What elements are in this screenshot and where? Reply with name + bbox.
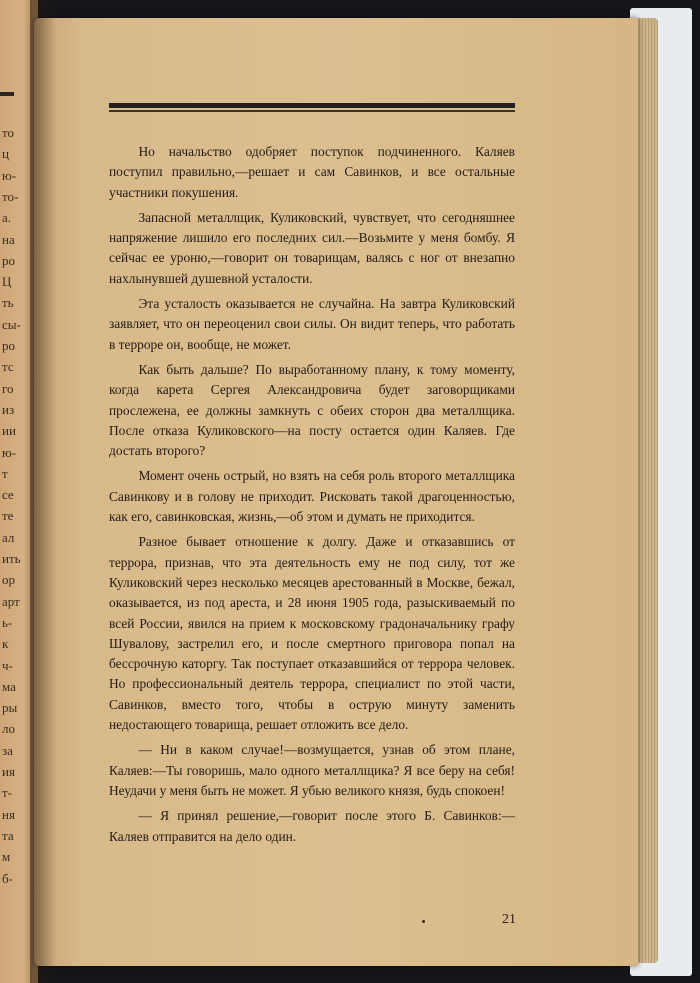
paragraph: — Ни в каком случае!—возмущается, узнав об этом плане, Каляев:—Ты говоришь, мало одного металлщика? Я все беру на себя! Неудачи у меня быть не может. Я убью великого князя, будь спокоен! [109,742,515,798]
left-page-fragment: б- [2,870,13,886]
left-page-fragment: го [2,380,14,396]
header-rule-thin [109,110,515,112]
left-page-fragment: то [2,125,15,140]
paragraph: Момент очень острый, но взять на себя роль второго металлщика Савинкову и в голову не приходит. Рисковать такой драгоценностью, как его, савинковская, жизнь,—об этом и думать не приходится. [109,468,515,525]
left-page-fragment: ь- [2,614,13,630]
left-page-fragment: та [2,827,14,843]
paragraph: Эта усталость оказывается не случайна. На завтра Куликовский заявляет, что он переоценил свои силы. Он видит теперь, что работать в терроре он, вообще, не может. [109,296,515,352]
paragraph: — Я принял решение,—говорит после этого Б. Савинков:—Каляев отправится на дело один. [109,808,515,844]
left-page-fragment: т- [2,785,13,801]
left-page-fragment: ры [2,700,18,716]
left-page-fragment: ло [2,721,15,737]
left-page-fragment: сы- [2,316,21,332]
left-page-fragment: а. [2,210,12,226]
left-page-fragment: те [2,508,14,524]
book-page [34,18,638,966]
paragraph: Как быть дальше? По выработанному плану, к тому моменту, когда карета Сергея Александровича будет заговорщиками прослежена, ее должны замкнуть с обеих сторон два металлщика. После отказа Куликовского—на посту остается один Каляев. Где достать второго? [109,361,515,459]
left-page-fragment: арт [2,593,20,609]
left-page-fragment: ия [2,764,15,779]
left-page-rule [0,92,14,96]
left-page-fragment: т [2,465,8,481]
left-page-fragment: ч- [2,657,13,673]
left-page-fragment: се [2,487,14,503]
left-page-fragment: ю- [2,444,17,460]
left-page-fragment: ма [2,678,16,694]
left-page-fragment: ор [2,572,15,588]
left-page-fragment: ю- [2,167,17,183]
left-page-fragment: ал [2,529,15,545]
left-page-fragment: м [2,849,11,865]
left-page-fragment: ть [2,295,14,311]
left-page-fragment: за [2,742,13,758]
ink-speck [422,920,425,923]
left-page-fragment: ня [2,806,15,822]
left-page-fragment: на [2,231,15,247]
header-rule [109,103,515,108]
body-text [109,142,515,852]
left-page-fragment: из [2,401,15,417]
left-page-fragment: ро [2,338,15,353]
paragraph: Разное бывает отношение к долгу. Даже и отказавшись от террора, признав, что эта деятельность ему не под силу, тот же Куликовский через несколько месяцев арестованный в Москве, бежал, оказывается, из под ареста, и 28 июня 1905 года, разыскиваемый по всей России, явился на прием к московскому градоначальнику графу Шувалову, застрелил его, и после смертного приговора попал на бессрочную каторгу. Так поступает отказавшийся от террора человек. Но профессиональный деятель террора, специалист по этой части, Савинков, вместо того, чтобы в острую минуту заменить недостающего товарища, решает отложить все дело. [109,534,515,733]
left-page-fragment: ить [2,551,21,566]
page-number: 21 [502,912,516,927]
paragraph: Запасной металлщик, Куликовский, чувствует, что сегодняшнее напряжение лишило его последних сил.—Возьмите у меня бомбу. Я сейчас ее уроню,—говорит он товарищам, валясь с ног от внезапно нахлынувшей душевной усталости. [109,209,515,286]
paragraph: Но начальство одобряет поступок подчиненного. Каляев поступил правильно,—решает и сам Савинков, и все остальные участники покушения. [109,144,515,200]
left-page-fragment: то- [2,188,19,204]
left-page-fragment: Ц [2,274,12,290]
gutter-shadow [30,0,56,983]
left-page-fragment: ц [2,146,9,162]
left-page-fragment: ии [2,423,16,439]
left-page-fragment: ро [2,252,15,268]
left-page-fragment: к [2,636,9,652]
left-page-fragment: тс [2,359,14,375]
